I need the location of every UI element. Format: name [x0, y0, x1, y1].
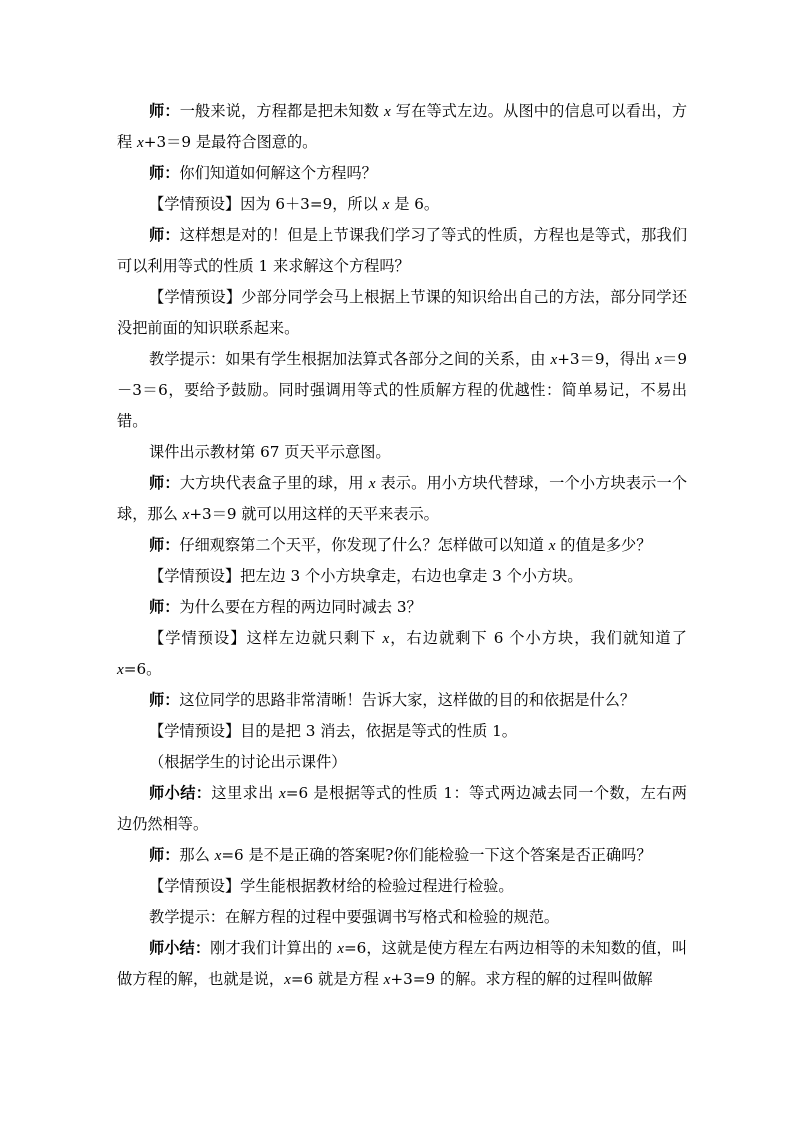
paragraph-text: 【学情预设】因为 6＋3=9，所以 x 是 6。: [149, 195, 440, 213]
paragraph-text: 【学情预设】这样左边就只剩下 x，右边就剩下 6 个小方块，我们就知道了 x=6。: [117, 629, 687, 678]
paragraph-text: 【学情预设】把左边 3 个小方块拿走，右边也拿走 3 个小方块。: [149, 567, 583, 585]
speaker-label: 师：: [149, 691, 180, 709]
paragraph: [117, 747, 687, 778]
speaker-label: 师：: [149, 164, 180, 182]
paragraph: [117, 282, 687, 344]
paragraph-text: 那么 x=6 是不是正确的答案呢?你们能检验一下这个答案是否正确吗？: [179, 846, 652, 864]
speaker-label: 师：: [149, 846, 180, 864]
paragraph-text: 为什么要在方程的两边同时减去 3？: [179, 598, 422, 616]
paragraph: [117, 902, 687, 933]
speaker-label: 师：: [149, 102, 180, 120]
paragraph-text: 【学情预设】学生能根据教材给的检验过程进行检验。: [149, 877, 514, 895]
paragraph-text: 你们知道如何解这个方程吗？: [179, 164, 377, 182]
speaker-label: 师小结：: [149, 784, 212, 802]
speaker-label: 师小结：: [149, 939, 211, 957]
paragraph: [117, 158, 687, 189]
paragraph: [117, 220, 687, 282]
paragraph: [117, 96, 687, 158]
paragraph: [117, 344, 687, 437]
paragraph-text: 大方块代表盒子里的球，用 x 表示。用小方块代替球，一个小方块表示一个球，那么 x+3＝9 就可以用这样的天平来表示。: [117, 474, 688, 523]
document-body: [117, 96, 687, 995]
paragraph-text: 刚才我们计算出的 x=6，这就是使方程左右两边相等的未知数的值，叫做方程的解，也就是说，x=6 就是方程 x+3=9 的解。求方程的解的过程叫做解: [117, 939, 688, 988]
speaker-label: 师：: [149, 226, 180, 244]
speaker-label: 师：: [149, 536, 180, 554]
paragraph-text: 教学提示：如果有学生根据加法算式各部分之间的关系，由 x+3＝9，得出 x＝9－3＝6，要给予鼓励。同时强调用等式的性质解方程的优越性：简单易记，不易出错。: [117, 350, 687, 430]
paragraph: [117, 189, 687, 220]
paragraph-text: 【学情预设】目的是把 3 消去，依据是等式的性质 1。: [149, 722, 517, 740]
paragraph: [117, 561, 687, 592]
paragraph: [117, 778, 687, 840]
paragraph-text: 这位同学的思路非常清晰！告诉大家，这样做的目的和依据是什么？: [179, 691, 635, 709]
paragraph: [117, 685, 687, 716]
paragraph: [117, 468, 687, 530]
paragraph-text: 【学情预设】少部分同学会马上根据上节课的知识给出自己的方法，部分同学还没把前面的知识联系起来。: [117, 288, 687, 337]
paragraph: [117, 716, 687, 747]
speaker-label: 师：: [149, 474, 180, 492]
paragraph-text: 这里求出 x=6 是根据等式的性质 1：等式两边减去同一个数，左右两边仍然相等。: [117, 784, 687, 833]
paragraph: [117, 437, 687, 468]
paragraph: [117, 530, 687, 561]
paragraph-text: 这样想是对的！但是上节课我们学习了等式的性质，方程也是等式，那我们可以利用等式的性质 1 来求解这个方程吗？: [117, 226, 688, 275]
paragraph: [117, 592, 687, 623]
paragraph: [117, 871, 687, 902]
paragraph-text: 一般来说，方程都是把未知数 x 写在等式左边。从图中的信息可以看出，方程 x+3＝9 是最符合图意的。: [117, 102, 688, 151]
paragraph-text: （根据学生的讨论出示课件）: [149, 753, 347, 771]
paragraph-text: 教学提示：在解方程的过程中要强调书写格式和检验的规范。: [149, 908, 560, 926]
paragraph: [117, 623, 687, 685]
speaker-label: 师：: [149, 598, 180, 616]
paragraph-text: 课件出示教材第 67 页天平示意图。: [149, 443, 391, 461]
paragraph-text: 仔细观察第二个天平，你发现了什么？怎样做可以知道 x 的值是多少？: [179, 536, 652, 554]
paragraph: [117, 840, 687, 871]
paragraph: [117, 933, 687, 995]
